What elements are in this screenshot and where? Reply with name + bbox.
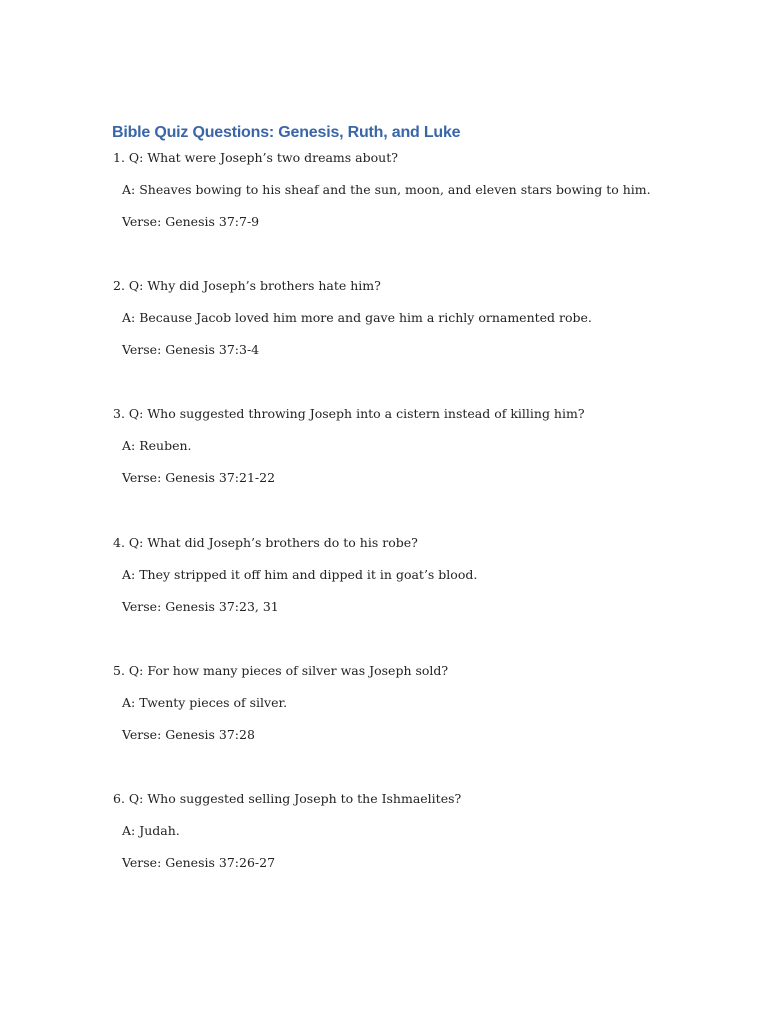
quiz-verse: Verse: Genesis 37:23, 31 <box>122 599 279 614</box>
quiz-answer: A: Reuben. <box>122 438 192 453</box>
quiz-verse: Verse: Genesis 37:26-27 <box>122 855 276 870</box>
quiz-answer: A: Sheaves bowing to his sheaf and the sun, moon, and eleven stars bowing to him. <box>122 182 651 197</box>
quiz-verse: Verse: Genesis 37:21-22 <box>122 470 276 485</box>
quiz-answer: A: Twenty pieces of silver. <box>122 695 288 710</box>
quiz-answer: A: Judah. <box>122 823 180 838</box>
quiz-question: 4. Q: What did Joseph’s brothers do to his robe? <box>113 535 418 550</box>
quiz-verse: Verse: Genesis 37:3-4 <box>122 342 260 357</box>
quiz-verse: Verse: Genesis 37:7-9 <box>122 214 260 229</box>
quiz-question: 2. Q: Why did Joseph’s brothers hate him? <box>113 278 381 293</box>
quiz-answer: A: They stripped it off him and dipped it in goat’s blood. <box>122 567 478 582</box>
quiz-question: 6. Q: Who suggested selling Joseph to the Ishmaelites? <box>113 791 462 806</box>
quiz-verse: Verse: Genesis 37:28 <box>122 727 255 742</box>
page-title: Bible Quiz Questions: Genesis, Ruth, and Luke <box>112 124 461 141</box>
quiz-question: 5. Q: For how many pieces of silver was Joseph sold? <box>113 663 449 678</box>
quiz-answer: A: Because Jacob loved him more and gave him a richly ornamented robe. <box>122 310 592 325</box>
quiz-question: 1. Q: What were Joseph’s two dreams about? <box>113 150 398 165</box>
quiz-question: 3. Q: Who suggested throwing Joseph into a cistern instead of killing him? <box>113 406 585 421</box>
